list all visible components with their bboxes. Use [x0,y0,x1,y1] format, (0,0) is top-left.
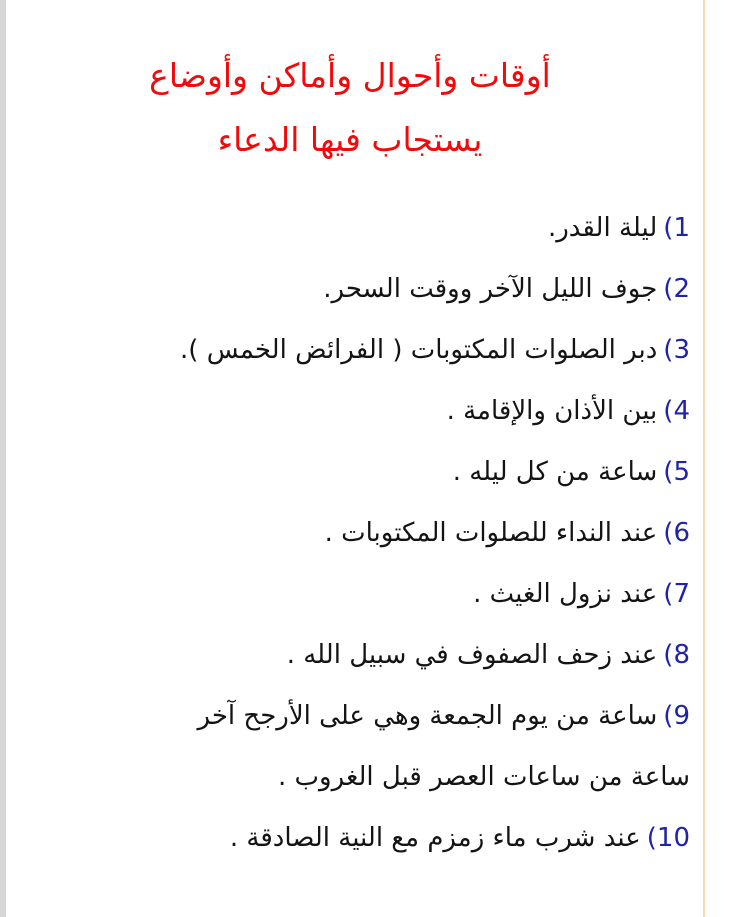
right-border [703,0,705,917]
item-number: 6) [663,518,690,548]
item-number: 10) [646,823,690,853]
item-text: ليلة القدر. [547,213,658,243]
list-item-6 [6,503,690,564]
item-text: جوف الليل الآخر ووقت السحر. [323,274,658,304]
item-number: 9) [663,701,690,731]
list-item-7 [6,564,690,625]
list-item-1 [6,198,690,259]
item-text: ساعة من كل ليله . [452,457,658,487]
list-item-5 [6,442,690,503]
item-number: 3) [663,335,690,365]
supplication-list [6,198,690,869]
item-text: عند زحف الصفوف في سبيل الله . [286,640,658,670]
item-number: 2) [663,274,690,304]
title-line-2: يستجاب فيها الدعاء [217,120,483,159]
list-item-8 [6,625,690,686]
list-item-9 [6,686,690,747]
item-text: بين الأذان والإقامة . [446,396,658,426]
list-item-4 [6,381,690,442]
item-number: 7) [663,579,690,609]
item-text: ساعة من يوم الجمعة وهي على الأرجح آخر [197,701,658,731]
item-text: دبر الصلوات المكتوبات ( الفرائض الخمس ). [180,335,658,365]
item-number: 1) [663,213,690,243]
title-line-1: أوقات وأحوال وأماكن وأوضاع [149,56,551,95]
list-item-10 [6,808,690,869]
item-number: 4) [663,396,690,426]
item-text: عند شرب ماء زمزم مع النية الصادقة . [229,823,641,853]
item-text: عند نزول الغيث . [473,579,658,609]
page-title [40,44,660,172]
item-text: عند النداء للصلوات المكتوبات . [324,518,658,548]
item-text: ساعة من ساعات العصر قبل الغروب . [278,762,690,792]
list-item-2 [6,259,690,320]
item-number: 5) [663,457,690,487]
list-item-3 [6,320,690,381]
list-item-9-continued [6,747,690,808]
item-number: 8) [663,640,690,670]
